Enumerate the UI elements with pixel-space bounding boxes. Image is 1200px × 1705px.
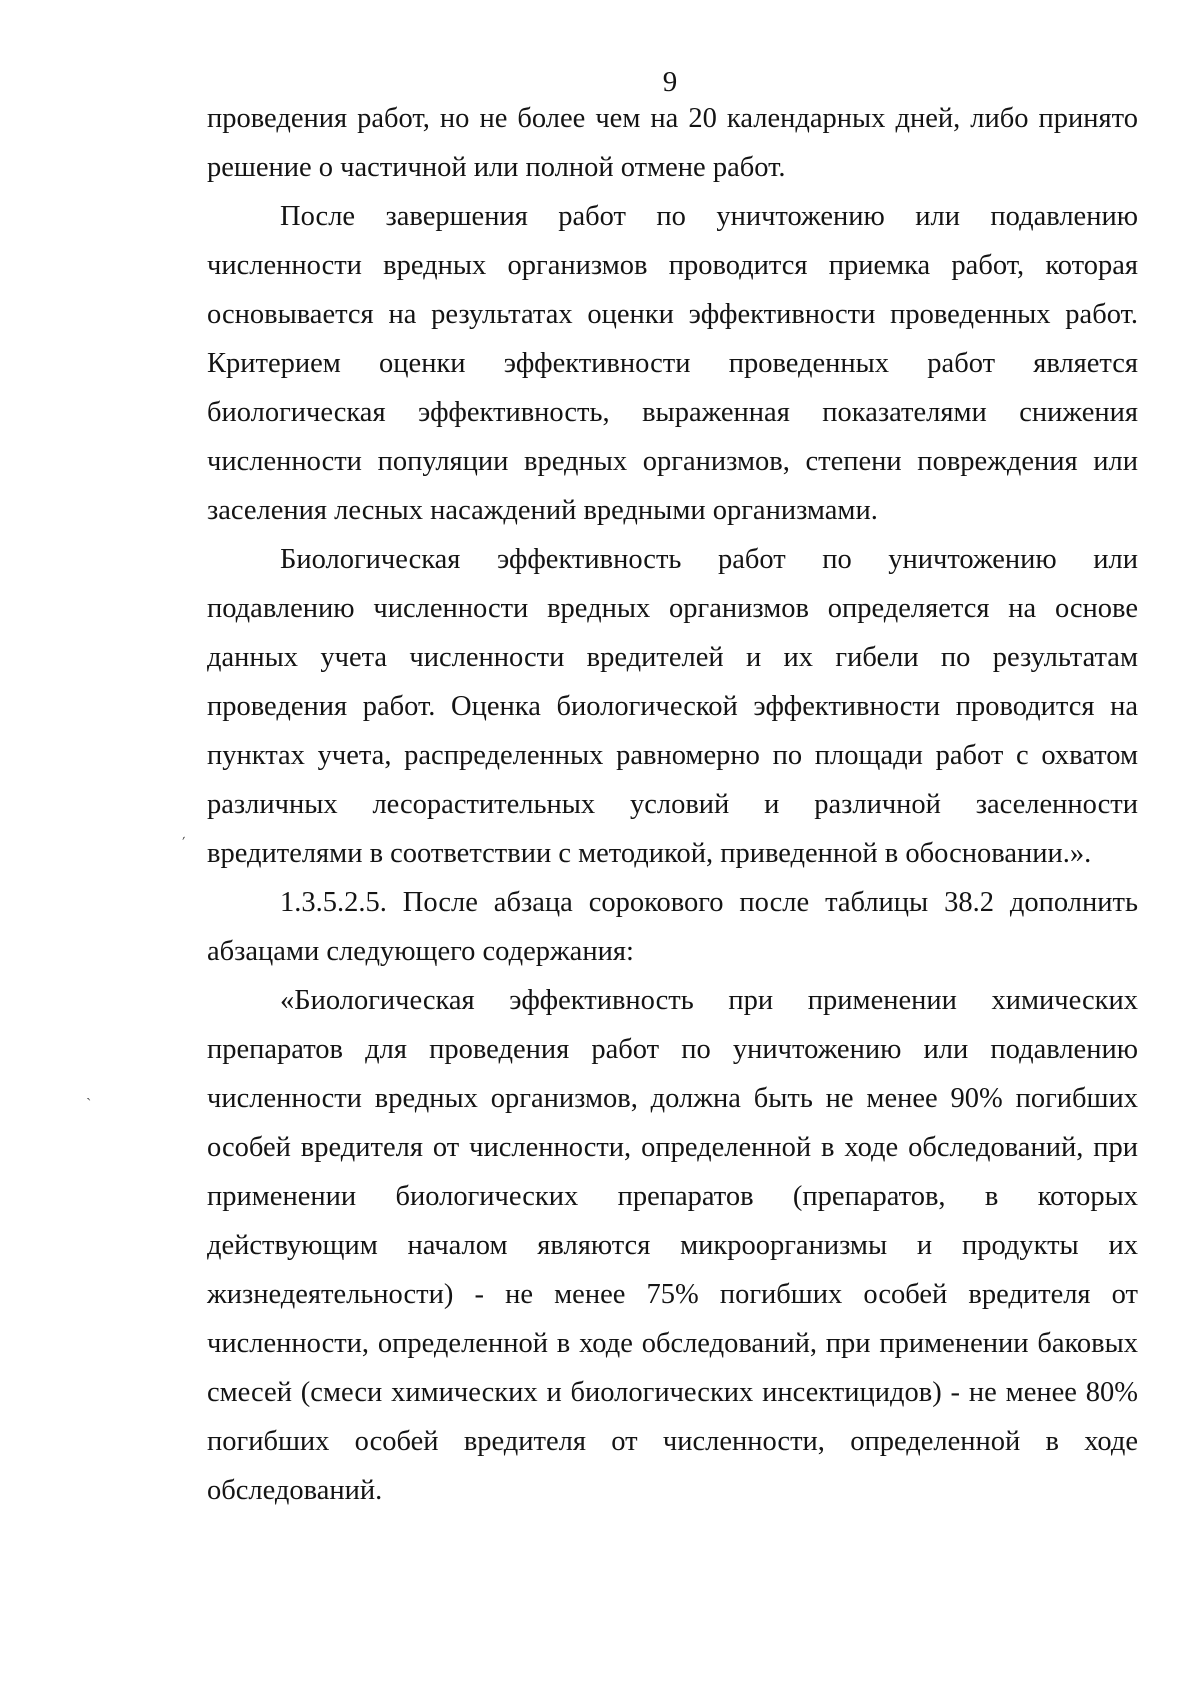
text-line: проведения работ. Оценка биологической эффективности проводится на bbox=[207, 691, 1138, 722]
text-line: 1.3.5.2.5. После абзаца сорокового после таблицы 38.2 дополнить bbox=[280, 887, 1138, 918]
text-line: заселения лесных насаждений вредными организмами. bbox=[207, 495, 878, 526]
text-line: Критерием оценки эффективности проведенных работ является bbox=[207, 348, 1138, 379]
page-number: 9 bbox=[662, 66, 678, 98]
text-line: Биологическая эффективность работ по уничтожению или bbox=[280, 544, 1138, 575]
paragraph-4 bbox=[207, 878, 1138, 976]
document-body bbox=[207, 94, 1138, 1515]
paragraph-5 bbox=[207, 976, 1138, 1515]
text-line: «Биологическая эффективность при применении химических bbox=[280, 985, 1138, 1016]
text-line: пунктах учета, распределенных равномерно по площади работ с охватом bbox=[207, 740, 1138, 771]
text-line: вредителями в соответствии с методикой, приведенной в обосновании.». bbox=[207, 838, 1092, 869]
text-line: жизнедеятельности) - не менее 75% погибших особей вредителя от bbox=[207, 1279, 1138, 1310]
text-line: После завершения работ по уничтожению или подавлению bbox=[280, 201, 1138, 232]
text-line: решение о частичной или полной отмене работ. bbox=[207, 152, 786, 183]
text-line: различных лесорастительных условий и различной заселенности bbox=[207, 789, 1138, 820]
text-line: подавлению численности вредных организмов определяется на основе bbox=[207, 593, 1138, 624]
text-line: биологическая эффективность, выраженная показателями снижения bbox=[207, 397, 1138, 428]
text-line: обследований. bbox=[207, 1475, 383, 1506]
text-line: численности вредных организмов проводится приемка работ, которая bbox=[207, 250, 1138, 281]
text-line: действующим началом являются микроорганизмы и продукты их bbox=[207, 1230, 1138, 1261]
text-line: основывается на результатах оценки эффективности проведенных работ. bbox=[207, 299, 1138, 330]
paragraph-2 bbox=[207, 192, 1138, 535]
text-line: особей вредителя от численности, определенной в ходе обследований, при bbox=[207, 1132, 1138, 1163]
paragraph-1 bbox=[207, 94, 1138, 192]
scan-artifact-mark: ˊ bbox=[180, 834, 191, 853]
text-line: абзацами следующего содержания: bbox=[207, 936, 634, 967]
text-line: погибших особей вредителя от численности, определенной в ходе bbox=[207, 1426, 1138, 1457]
text-line: численности вредных организмов, должна быть не менее 90% погибших bbox=[207, 1083, 1138, 1114]
text-line: препаратов для проведения работ по уничтожению или подавлению bbox=[207, 1034, 1138, 1065]
text-line: данных учета численности вредителей и их гибели по результатам bbox=[207, 642, 1138, 673]
text-line: проведения работ, но не более чем на 20 календарных дней, либо принято bbox=[207, 103, 1138, 134]
text-line: применении биологических препаратов (препаратов, в которых bbox=[207, 1181, 1138, 1212]
scan-artifact-mark: ˋ bbox=[86, 1096, 92, 1113]
paragraph-3 bbox=[207, 535, 1138, 878]
text-line: численности, определенной в ходе обследований, при применении баковых bbox=[207, 1328, 1138, 1359]
text-line: смесей (смеси химических и биологических инсектицидов) - не менее 80% bbox=[207, 1377, 1138, 1408]
text-line: численности популяции вредных организмов, степени повреждения или bbox=[207, 446, 1138, 477]
